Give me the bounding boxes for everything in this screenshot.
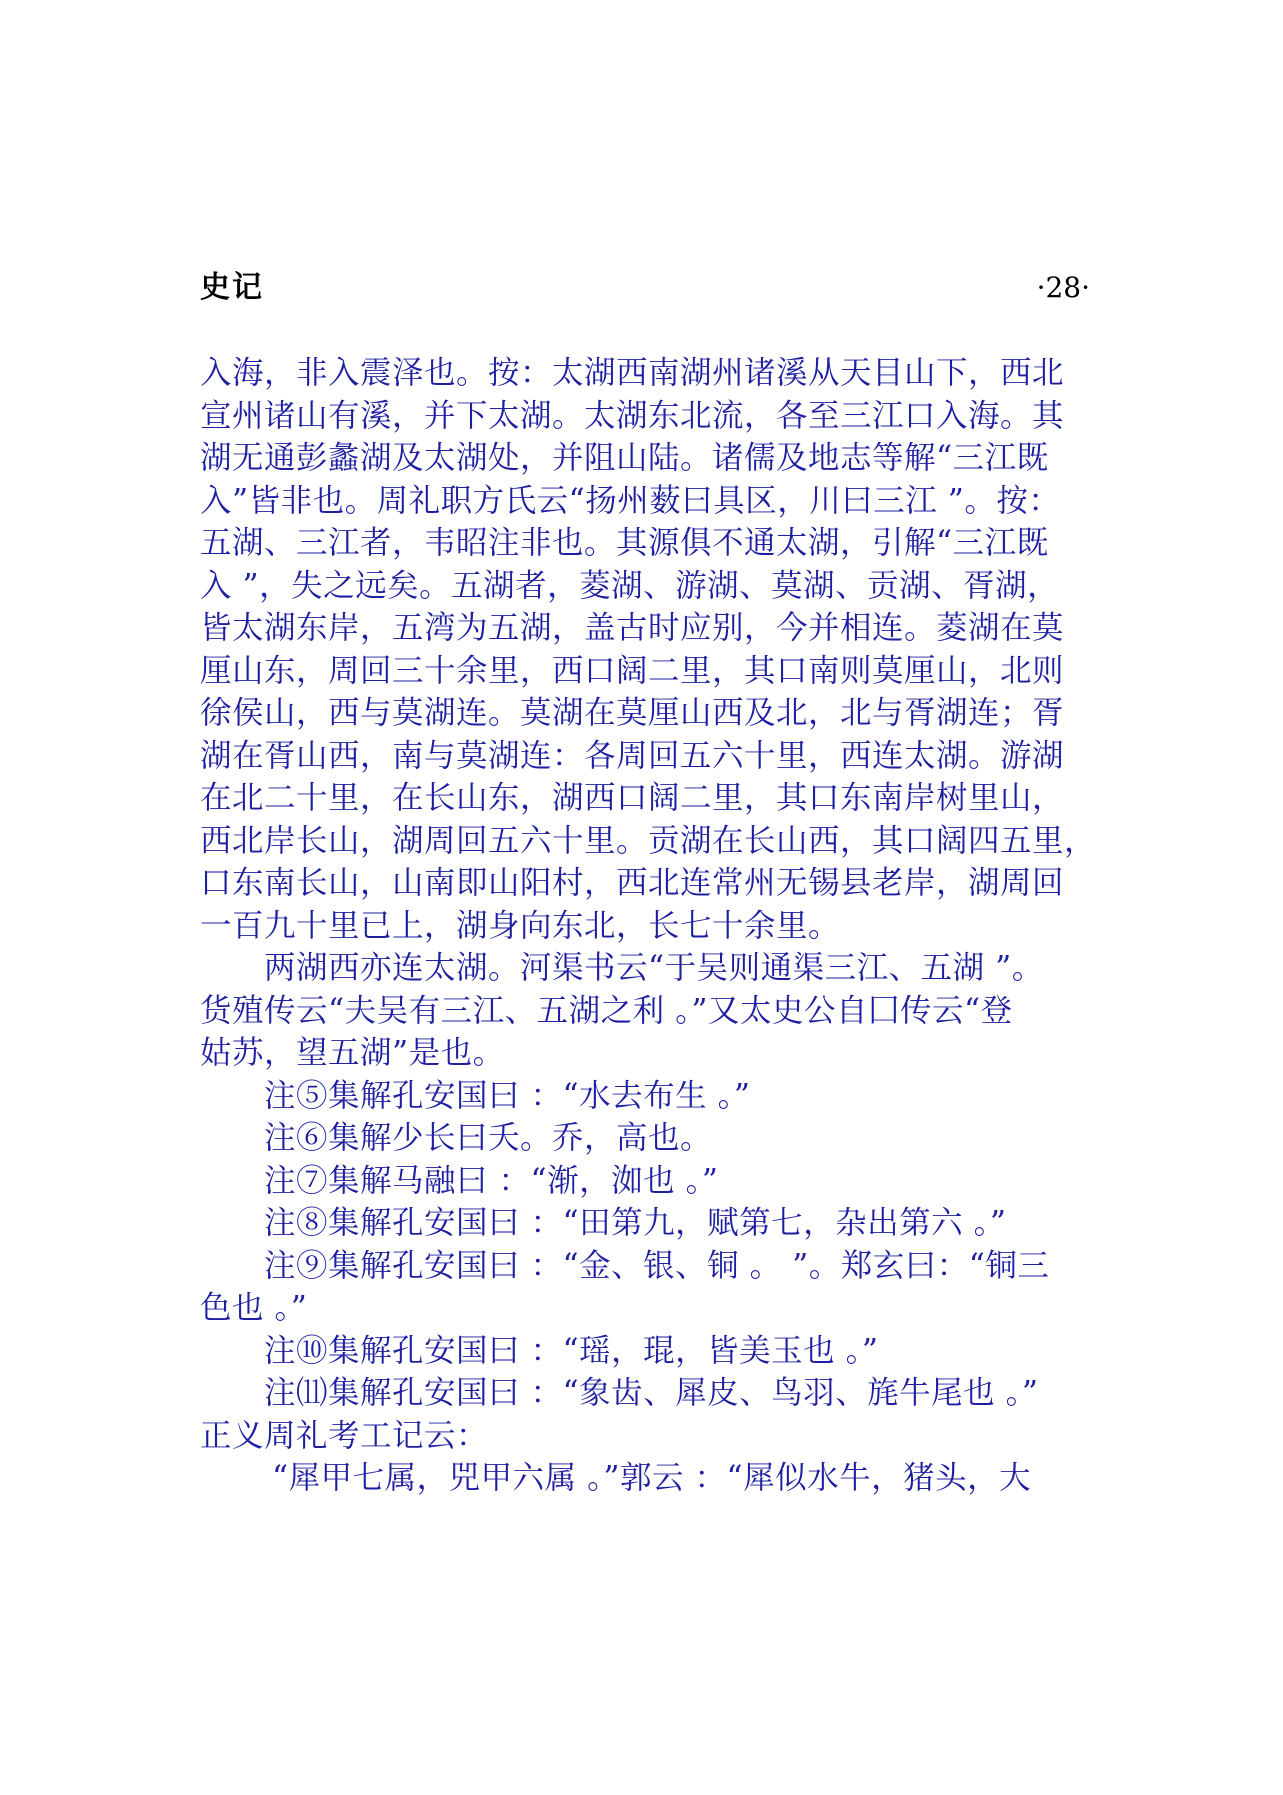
text-line: 入 ”，失之远矣。五湖者，菱湖、游湖、莫湖、贡湖、胥湖，	[200, 567, 1060, 604]
text-line: 在北二十里，在长山东，湖西口阔二里，其口东南岸树里山，	[200, 780, 1065, 816]
text-line: 货殖传云“夫吴有三江、五湖之利 。”又太史公自囗传云“登	[200, 992, 1013, 1029]
note-line: 注⑨集解孔安国曰 ：“金、银、铜 。 ”。郑玄曰：“铜三	[264, 1247, 1050, 1284]
text-line: 一百九十里已上，湖身向东北，长七十余里。	[200, 907, 841, 944]
note-line: 注⑥集解少长曰夭。乔，高也。	[264, 1120, 713, 1156]
text-line: 口东南长山，山南即山阳村，西北连常州无锡县老岸，湖周回	[200, 865, 1065, 901]
note-line: 注⑧集解孔安国曰 ：“田第九，赋第七，杂出第六 。”	[264, 1205, 1007, 1241]
text-line: 入海，非入震泽也。按：太湖西南湖州诸溪从天目山下，西北	[200, 355, 1065, 391]
text-line: 湖在胥山西，南与莫湖连：各周回五六十里，西连太湖。游湖	[200, 737, 1065, 774]
note-line: 注⑦集解马融曰 ：“渐，洳也 。”	[264, 1162, 719, 1199]
note-line: 注⑾集解孔安国曰 ：“象齿、犀皮、鸟羽、旄牛尾也 。”	[264, 1375, 1039, 1411]
text-line: 湖无通彭蠡湖及太湖处，并阻山陆。诸儒及地志等解“三江既	[200, 440, 1049, 476]
text-line: 西北岸长山，湖周回五六十里。贡湖在长山西，其口阔四五里，	[200, 822, 1097, 859]
text-line: 正义周礼考工记云：	[200, 1417, 489, 1454]
text-line: 姑苏，望五湖”是也。	[200, 1035, 505, 1071]
text-line: 宣州诸山有溪，并下太湖。太湖东北流，各至三江口入海。其	[200, 397, 1065, 434]
note-line: 注⑤集解孔安国曰 ：“水去布生 。”	[264, 1077, 751, 1114]
text-line-indented: “犀甲七属，兕甲六属 。”郭云 ：“犀似水牛，猪头，大	[272, 1460, 1032, 1496]
book-title: 史记	[200, 270, 264, 305]
text-line: 五湖、三江者，韦昭注非也。其源俱不通太湖，引解“三江既	[200, 525, 1049, 561]
page-header	[200, 266, 1090, 310]
text-line: 色也 。”	[200, 1290, 308, 1326]
text-line: 徐侯山，西与莫湖连。莫湖在莫厘山西及北，北与胥湖连；胥	[200, 695, 1065, 731]
text-line: 皆太湖东岸，五湾为五湖，盖古时应别，今并相连。菱湖在莫	[200, 610, 1065, 646]
text-line: 入”皆非也。周礼职方氏云“扬州薮曰具区，川曰三江 ”。按：	[200, 482, 1061, 519]
text-line-indented: 两湖西亦连太湖。河渠书云“于吴则通渠三江、五湖 ”。	[264, 950, 1044, 986]
body-text	[200, 352, 1097, 1500]
text-line: 厘山东，周回三十余里，西口阔二里，其口南则莫厘山，北则	[200, 652, 1065, 689]
note-line: 注⑩集解孔安国曰 ：“瑶，琨，皆美玉也 。”	[264, 1332, 879, 1369]
page-number: ·28·	[1036, 271, 1090, 304]
